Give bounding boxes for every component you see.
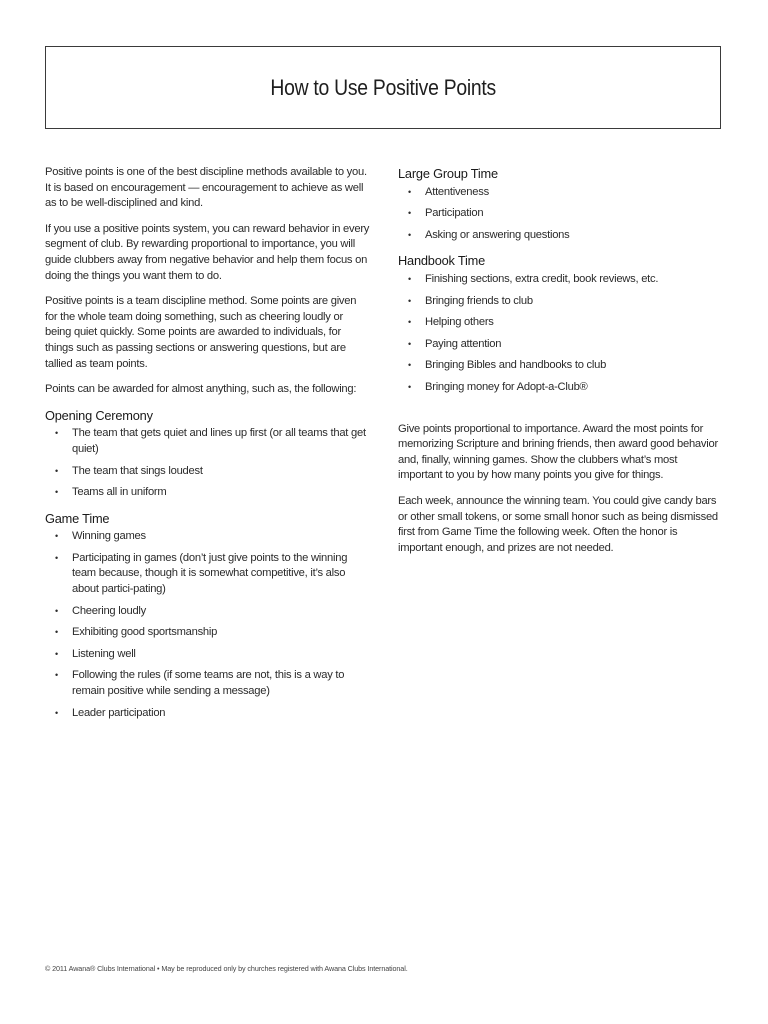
- section-heading-handbook-time: Handbook Time: [398, 253, 486, 269]
- list-item: • Asking or answering questions: [398, 228, 724, 244]
- handbook-time-list: [398, 272, 724, 396]
- bullet-icon: •: [55, 487, 58, 498]
- list-item: • Cheering loudly: [45, 604, 371, 620]
- bullet-icon: •: [408, 273, 411, 284]
- paragraph: Each week, announce the winning team. You could give candy bars or other small tokens, or some small honor such as being dismissed first from Game Time the following week. Often the honor is important enough, and prizes are not needed.: [398, 494, 718, 554]
- bullet-icon: •: [55, 605, 58, 616]
- copyright-footer: © 2011 Awana® Clubs International • May be reproduced only by churches registered with Awana Clubs International.: [45, 964, 408, 973]
- bullet-icon: •: [408, 295, 411, 306]
- paragraph: If you use a positive points system, you can reward behavior in every segment of club. By rewarding proportional to importance, you will guide clubbers away from negative behavior and help them focus on doing the things you want them to do.: [45, 222, 370, 282]
- list-item: • Winning games: [45, 529, 371, 545]
- page-title: How to Use Positive Points: [270, 74, 496, 100]
- bullet-icon: •: [408, 208, 411, 219]
- spacer: [398, 402, 724, 422]
- bullet-icon: •: [55, 670, 58, 681]
- bullet-icon: •: [55, 707, 58, 718]
- right-column: [398, 166, 724, 566]
- list-item: • Bringing Bibles and handbooks to club: [398, 358, 724, 374]
- bullet-icon: •: [55, 648, 58, 659]
- bullet-icon: •: [408, 317, 411, 328]
- bullet-icon: •: [55, 627, 58, 638]
- list-item: • Helping others: [398, 315, 724, 331]
- list-item: • Following the rules (if some teams are not, this is a way to remain positive while sending a message): [55, 669, 345, 698]
- paragraph: Points can be awarded for almost anything, such as, the following:: [45, 383, 357, 396]
- list-item: • Bringing money for Adopt-a-Club®: [398, 380, 724, 396]
- list-item: • Teams all in uniform: [45, 485, 371, 501]
- bullet-icon: •: [408, 381, 411, 392]
- title-box: [45, 46, 721, 129]
- game-time-list: [45, 529, 371, 721]
- list-item: • Bringing friends to club: [398, 294, 724, 310]
- list-item: • Exhibiting good sportsmanship: [45, 625, 371, 641]
- large-group-time-list: [398, 185, 724, 244]
- list-item: • The team that sings loudest: [45, 464, 371, 480]
- list-item: • Participation: [398, 206, 724, 222]
- section-heading-large-group-time: Large Group Time: [398, 166, 498, 181]
- list-item: • Attentiveness: [398, 185, 724, 201]
- bullet-icon: •: [408, 360, 411, 371]
- bullet-icon: •: [408, 229, 411, 240]
- bullet-icon: •: [408, 186, 411, 197]
- list-item: • Finishing sections, extra credit, book reviews, etc.: [398, 272, 724, 288]
- bullet-icon: •: [55, 531, 58, 542]
- paragraph: Positive points is a team discipline method. Some points are given for the whole team doing something, such as cheering loudly or being quiet quickly. Some points are awarded to individuals, for things such as passing sections or answering questions, but are tallied as team points.: [45, 295, 357, 370]
- list-item: • Participating in games (don’t just give points to the winning team because, though it is somewhat competitive, it’s also about partici-pating): [55, 551, 348, 596]
- bullet-icon: •: [55, 552, 58, 563]
- bullet-icon: •: [408, 338, 411, 349]
- list-item: • Leader participation: [45, 706, 371, 722]
- bullet-icon: •: [55, 465, 58, 476]
- section-heading-opening-ceremony: Opening Ceremony: [45, 407, 153, 423]
- list-item: • Paying attention: [398, 337, 724, 353]
- left-column: [45, 165, 371, 727]
- paragraph: Give points proportional to importance. Award the most points for memorizing Scripture and brining friends, then award good behavior and, finally, winning games. Show the clubbers what’s most important to you by how many points you give for things.: [398, 422, 718, 482]
- opening-ceremony-list: [45, 426, 371, 500]
- section-heading-game-time: Game Time: [45, 510, 110, 526]
- list-item: • Listening well: [45, 647, 371, 663]
- intro-paragraph: Positive points is one of the best discipline methods available to you. It is based on encouragement — encouragement to achieve as well as to be well-disciplined and kind.: [45, 166, 367, 210]
- list-item: • The team that gets quiet and lines up first (or all teams that get quiet): [55, 427, 366, 455]
- bullet-icon: •: [55, 428, 58, 439]
